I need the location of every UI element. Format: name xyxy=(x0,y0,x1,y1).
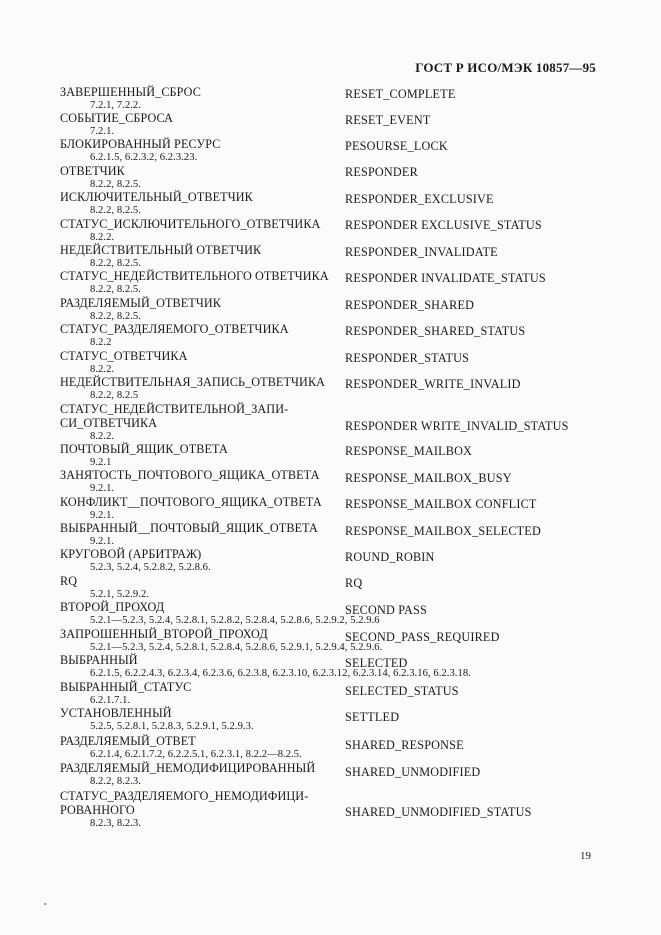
entry-references: 8.2.2, 8.2.5 xyxy=(90,390,139,401)
entry-references: 6.2.1.7.1. xyxy=(90,695,131,706)
entry-references: 5.2.1, 5.2.9.2. xyxy=(90,589,150,600)
entry-term: ВЫБРАННЫЙ xyxy=(60,653,138,667)
entry-english-name: SHARED_UNMODIFIED_STATUS xyxy=(345,805,532,819)
entry-references: 6.2.1.4, 6.2.1.7.2, 6.2.2.5.1, 6.2.3.1, 8.2.2—8.2.5. xyxy=(90,749,302,760)
entry-term: СТАТУС_НЕДЕЙСТВИТЕЛЬНОГО ОТВЕТЧИКА xyxy=(60,269,329,283)
entry-term: ЗАВЕРШЕННЫЙ_СБРОС xyxy=(60,85,201,99)
entry-references: 9.2.1. xyxy=(90,483,115,494)
entry-term: СТАТУС_ИСКЛЮЧИТЕЛЬНОГО_ОТВЕТЧИКА xyxy=(60,217,321,231)
entry-term: БЛОКИРОВАННЫЙ РЕСУРС xyxy=(60,137,221,151)
entry-english-name: RESPONDER_WRITE_INVALID xyxy=(345,377,521,391)
entry-references: 8.2.2. xyxy=(90,364,115,375)
entry-english-name: RESPONSE_MAILBOX xyxy=(345,444,473,458)
entry-references: 6.2.1.5, 6.2.2.4.3, 6.2.3.4, 6.2.3.6, 6.2.3.8, 6.2.3.10, 6.2.3.12, 6.2.3.14, 6.2.3.16, 6.2.3.18. xyxy=(90,668,471,679)
entry-english-name: ROUND_ROBIN xyxy=(345,550,435,564)
entry-english-name: PESOURSE_LOCK xyxy=(345,139,448,153)
entry-term: СОБЫТИЕ_СБРОСА xyxy=(60,111,174,125)
entry-term: RQ xyxy=(60,574,78,588)
entry-term: ОТВЕТЧИК xyxy=(60,164,125,178)
entry-term: СТАТУС_РАЗДЕЛЯЕМОГО_ОТВЕТЧИКА xyxy=(60,322,289,336)
entry-references: 8.2.2 xyxy=(90,337,112,348)
entry-term: РАЗДЕЛЯЕМЫЙ_ОТВЕТ xyxy=(60,734,196,748)
entry-english-name: SECOND PASS xyxy=(345,603,428,617)
entry-english-name: SELECTED_STATUS xyxy=(345,684,459,698)
entry-references: 8.2.2, 8.2.5. xyxy=(90,258,141,269)
entry-references: 8.2.2, 8.2.5. xyxy=(90,179,141,190)
entry-term: ВЫБРАННЫЙ_СТАТУС xyxy=(60,680,192,694)
entry-english-name: SETTLED xyxy=(345,710,400,724)
entry-english-name: RESPONDER_STATUS xyxy=(345,351,470,365)
entry-english-name: RESPONDER_EXCLUSIVE xyxy=(345,192,494,206)
entry-references: 5.2.5, 5.2.8.1, 5.2.8.3, 5.2.9.1, 5.2.9.3. xyxy=(90,721,254,732)
entry-term: ИСКЛЮЧИТЕЛЬНЫЙ_ОТВЕТЧИК xyxy=(60,190,253,204)
entry-english-name: RQ xyxy=(345,576,363,590)
entry-references: 9.2.1 xyxy=(90,457,112,468)
document-header: ГОСТ Р ИСО/МЭК 10857—95 xyxy=(415,60,596,75)
entry-references: 9.2.1. xyxy=(90,510,115,521)
entry-references: 8.2.3, 8.2.3. xyxy=(90,818,141,829)
entry-english-name: RESPONDER_SHARED_STATUS xyxy=(345,324,526,338)
entry-term: ЗАНЯТОСТЬ_ПОЧТОВОГО_ЯЩИКА_ОТВЕТА xyxy=(60,468,320,482)
entry-references: 7.2.1. xyxy=(90,126,115,137)
entry-references: 9.2.1. xyxy=(90,536,115,547)
entry-term: ВЫБРАННЫЙ__ПОЧТОВЫЙ_ЯЩИК_ОТВЕТА xyxy=(60,521,318,535)
entry-term: ВТОРОЙ_ПРОХОД xyxy=(60,600,165,614)
entry-references: 8.2.2. xyxy=(90,232,115,243)
entry-term: КОНФЛИКТ__ПОЧТОВОГО_ЯЩИКА_ОТВЕТА xyxy=(60,495,322,509)
entry-english-name: SELECTED xyxy=(345,656,408,670)
entry-english-name: RESPONDER_SHARED xyxy=(345,298,475,312)
entry-references: 8.2.2, 8.2.5. xyxy=(90,205,141,216)
entry-references: 6.2.1.5, 6.2.3.2, 6.2.3.23. xyxy=(90,152,198,163)
entry-term: УСТАНОВЛЕННЫЙ xyxy=(60,706,172,720)
entry-english-name: RESPONDER WRITE_INVALID_STATUS xyxy=(345,419,569,433)
entry-english-name: RESPONDER_INVALIDATE xyxy=(345,245,498,259)
page-number: 19 xyxy=(580,850,591,862)
entry-term: РАЗДЕЛЯЕМЫЙ_ОТВЕТЧИК xyxy=(60,296,221,310)
entry-references: 5.2.1—5.2.3, 5.2.4, 5.2.8.1, 5.2.8.2, 5.2.8.4, 5.2.8.6, 5.2.9.2, 5.2.9.6 xyxy=(90,615,380,626)
entry-english-name: RESPONSE_MAILBOX CONFLICT xyxy=(345,497,537,511)
entry-references: 8.2.2, 8.2.5. xyxy=(90,284,141,295)
entry-english-name: RESPONSE_MAILBOX_BUSY xyxy=(345,471,512,485)
entry-term: НЕДЕЙСТВИТЕЛЬНАЯ_ЗАПИСЬ_ОТВЕТЧИКА xyxy=(60,375,326,389)
entry-english-name: RESPONDER xyxy=(345,165,418,179)
entry-english-name: RESPONDER INVALIDATE_STATUS xyxy=(345,271,546,285)
entry-english-name: SECOND_PASS_REQUIRED xyxy=(345,630,500,644)
entry-english-name: RESPONSE_MAILBOX_SELECTED xyxy=(345,524,541,538)
entry-references: 7.2.1, 7.2.2. xyxy=(90,100,141,111)
entry-references: 5.2.1—5.2.3, 5.2.4, 5.2.8.1, 5.2.8.4, 5.2.8.6, 5.2.9.1, 5.2.9.4, 5.2.9.6. xyxy=(90,642,383,653)
entry-english-name: SHARED_RESPONSE xyxy=(345,738,464,752)
entry-term: КРУГОВОЙ (АРБИТРАЖ) xyxy=(60,547,202,561)
entry-english-name: RESPONDER EXCLUSIVE_STATUS xyxy=(345,218,542,232)
entry-references: 8.2.2, 8.2.5. xyxy=(90,311,141,322)
entry-english-name: SHARED_UNMODIFIED xyxy=(345,765,481,779)
entry-english-name: RESET_COMPLETE xyxy=(345,87,456,101)
entry-term: ЗАПРОШЕННЫЙ_ВТОРОЙ_ПРОХОД xyxy=(60,627,268,641)
entry-references: 8.2.2, 8.2.3. xyxy=(90,776,141,787)
entry-term: СТАТУС_РАЗДЕЛЯЕМОГО_НЕМОДИФИЦИ- РОВАННОГО xyxy=(60,789,309,817)
entry-references: 8.2.2. xyxy=(90,431,115,442)
scan-speck xyxy=(44,903,46,905)
entry-term: НЕДЕЙСТВИТЕЛЬНЫЙ ОТВЕТЧИК xyxy=(60,243,262,257)
entry-english-name: RESET_EVENT xyxy=(345,113,431,127)
entry-references: 5.2.3, 5.2.4, 5.2.8.2, 5.2.8.6. xyxy=(90,562,211,573)
entry-term: СТАТУС_НЕДЕЙСТВИТЕЛЬНОЙ_ЗАПИ- СИ_ОТВЕТЧИКА xyxy=(60,402,289,430)
entry-term: СТАТУС_ОТВЕТЧИКА xyxy=(60,349,188,363)
entry-term: РАЗДЕЛЯЕМЫЙ_НЕМОДИФИЦИРОВАННЫЙ xyxy=(60,761,316,775)
entry-term: ПОЧТОВЫЙ_ЯЩИК_ОТВЕТА xyxy=(60,442,228,456)
